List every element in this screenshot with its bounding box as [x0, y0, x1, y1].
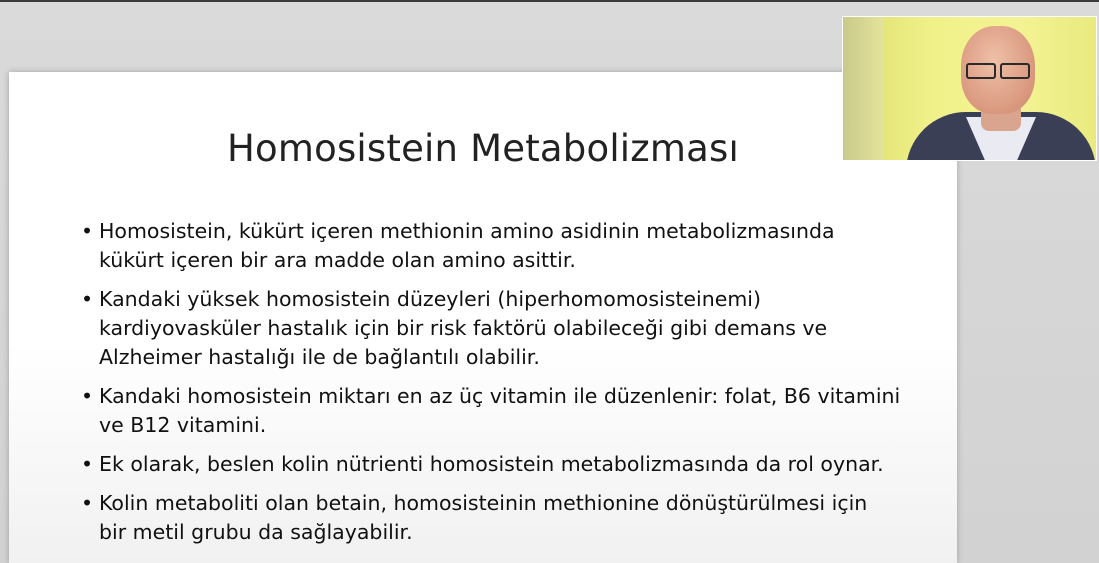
bullet-dot: • [81, 452, 94, 476]
bullet-dot: • [81, 219, 94, 243]
bullet-list [79, 217, 939, 557]
bullet-item [79, 285, 939, 372]
bullet-item [79, 382, 939, 440]
bullet-item [79, 450, 939, 479]
bullet-line: kardiyovasküler hastalık için bir risk faktörü olabileceği gibi demans ve [99, 316, 828, 340]
top-border [0, 0, 1099, 2]
bullet-line: Homosistein, kükürt içeren methionin amino asidinin metabolizmasında [99, 219, 835, 243]
glasses-lens-right [1000, 63, 1030, 79]
bullet-line: Alzheimer hastalığı ile de bağlantılı olabilir. [99, 345, 540, 369]
bullet-dot: • [81, 287, 94, 311]
bullet-line: bir metil grubu da sağlayabilir. [99, 520, 413, 544]
bullet-line: ve B12 vitamini. [99, 413, 267, 437]
glasses-lens-left [966, 63, 996, 79]
bullet-dot: • [81, 384, 94, 408]
bullet-item [79, 217, 939, 275]
presenter-webcam [842, 16, 1097, 161]
bullet-line: Kandaki yüksek homosistein düzeyleri (hiperhomomosisteinemi) [99, 287, 761, 311]
slide-title: Homosistein Metabolizması [227, 127, 739, 170]
presentation-slide [9, 72, 957, 563]
bullet-line: Kandaki homosistein miktarı en az üç vitamin ile düzenlenir: folat, B6 vitamini [99, 384, 901, 408]
bullet-item [79, 489, 939, 547]
bullet-line: Kolin metaboliti olan betain, homosisteinin methionine dönüştürülmesi için [99, 491, 868, 515]
bullet-dot: • [81, 491, 94, 515]
bullet-line: Ek olarak, beslen kolin nütrienti homosistein metabolizmasında da rol oynar. [99, 452, 884, 476]
webcam-door [843, 17, 883, 160]
bullet-line: kükürt içeren bir ara madde olan amino asittir. [99, 248, 576, 272]
